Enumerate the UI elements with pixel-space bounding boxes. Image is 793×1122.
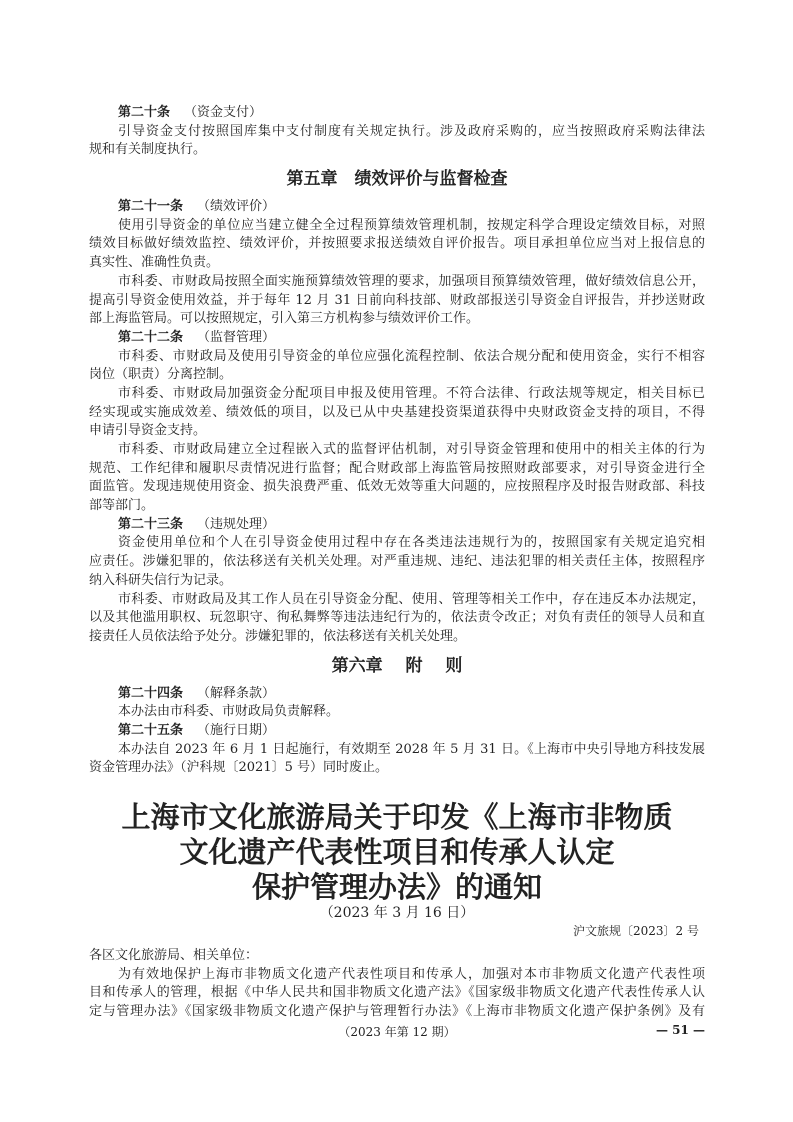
paragraph-line: 部上海监管局。可以按照规定，引入第三方机构参与绩效评价工作。: [89, 311, 480, 327]
notice-date: （2023 年 3 月 16 日）: [319, 905, 475, 921]
body-line: 为有效地保护上海市非物质文化遗产代表性项目和传承人，加强对本市非物质文化遗产代表性项: [118, 966, 705, 982]
article-number: 第二十二条: [118, 329, 184, 345]
page-body: [89, 104, 705, 1022]
paragraph-line: 面监管。发现违规使用资金、损失浪费严重、低效无效等重大问题的，应按照程序及时报告财政部、科技: [89, 479, 705, 495]
notice-title-line: 保护管理办法》的通知: [251, 870, 542, 904]
article-heading: [89, 685, 705, 704]
notice-title-line: 上海市文化旅游局关于印发《上海市非物质: [121, 800, 673, 834]
paragraph-line: 市科委、市财政局加强资金分配项目申报及使用管理。不符合法律、行政法规等规定，相关目标已: [118, 385, 705, 401]
article-topic: （资金支付）: [184, 105, 263, 120]
paragraph-line: 纳入科研失信行为记录。: [89, 572, 233, 588]
paragraph-line: 市科委、市财政局按照全面实施预算绩效管理的要求，加强项目预算绩效管理，做好绩效信息公开，: [118, 273, 705, 289]
paragraph-line: 经实现或实施成效差、绩效低的项目，以及已从中央基建投资渠道获得中央财政资金支持的项目，不得: [89, 404, 705, 420]
article-number: 第二十四条: [118, 685, 184, 701]
notice-title-line: 文化遗产代表性项目和传承人认定: [179, 835, 615, 869]
paragraph-line: 真实性、准确性负责。: [89, 255, 220, 271]
paragraph-line: 应责任。涉嫌犯罪的，依法移送有关机关处理。对严重违规、违纪、违法犯罪的相关责任主体，按照程序: [89, 554, 705, 570]
chapter-heading-6: 第六章 附 则: [331, 655, 463, 676]
paragraph-line: 规和有关制度执行。: [89, 142, 207, 158]
paragraph-line: 本办法自 2023 年 6 月 1 日起施行，有效期至 2028 年 5 月 31 日。《上海市中央引导地方科技发展: [118, 741, 705, 757]
articles-section-b: [89, 198, 705, 647]
issue-number: （2023 年第 12 期）: [338, 1025, 456, 1039]
chapter-heading-5: 第五章 绩效评价与监督检查: [286, 169, 508, 190]
article-topic: （解释条款）: [197, 685, 276, 701]
paragraph-line: 市科委、市财政局及使用引导资金的单位应强化流程控制、依法合规分配和使用资金，实行不相容: [118, 348, 705, 364]
page-number: — 51 —: [655, 1023, 705, 1037]
paragraph-line: 使用引导资金的单位应当建立健全全过程预算绩效管理机制，按规定科学合理设定绩效目标，对照: [118, 217, 705, 233]
document-number: 沪文旅规〔2023〕2 号: [573, 924, 699, 938]
body-line: 目和传承人的管理，根据《中华人民共和国非物质文化遗产法》《国家级非物质文化遗产代表性传承人认: [89, 985, 705, 1001]
article-heading: [89, 722, 705, 741]
articles-section-c: [89, 685, 705, 778]
articles-section-a: [89, 104, 705, 160]
article-heading: [89, 198, 705, 217]
paragraph-line: 岗位（职责）分离控制。: [89, 367, 233, 383]
paragraph-line: 资金使用单位和个人在引导资金使用过程中存在各类违法违规行为的，按照国家有关规定追究相: [118, 535, 705, 551]
paragraph-line: 以及其他滥用职权、玩忽职守、徇私舞弊等违法违纪行为的，依法责令改正；对负有责任的领导人员和直: [89, 610, 705, 626]
addressee: 各区文化旅游局、相关单位：: [89, 948, 259, 963]
notice-title: [89, 800, 705, 905]
paragraph-line: 市科委、市财政局建立全过程嵌入式的监督评估机制，对引导资金管理和使用中的相关主体的行为: [118, 442, 705, 457]
article-heading: [89, 329, 705, 348]
body-line: 定与管理办法》《国家级非物质文化遗产保护与管理暂行办法》《上海市非物质文化遗产保护条例》及有: [89, 1004, 705, 1020]
article-heading: [89, 104, 705, 123]
article-number: 第二十条: [118, 105, 171, 120]
paragraph-line: 本办法由市科委、市财政局负责解释。: [118, 704, 340, 720]
paragraph-line: 部等部门。: [89, 498, 155, 514]
article-topic: （违规处理）: [197, 516, 276, 532]
article-topic: （监督管理）: [197, 329, 276, 345]
page-footer: [89, 1023, 705, 1041]
article-number: 第二十三条: [118, 516, 184, 532]
paragraph-line: 市科委、市财政局及其工作人员在引导资金分配、使用、管理等相关工作中，存在违反本办法规定，: [118, 591, 705, 607]
article-number: 第二十一条: [118, 199, 184, 215]
article-topic: （绩效评价）: [197, 199, 276, 215]
paragraph-line: 绩效目标做好绩效监控、绩效评价，并按照要求报送绩效自评价报告。项目承担单位应当对上报信息的: [89, 236, 705, 252]
article-heading: [89, 516, 705, 535]
article-topic: （施行日期）: [197, 722, 276, 738]
paragraph-line: 资金管理办法》（沪科规〔2021〕5 号）同时废止。: [89, 760, 388, 776]
paragraph-line: 规范、工作纪律和履职尽责情况进行监督；配合财政部上海监管局按照财政部要求，对引导资金进行全: [89, 460, 705, 476]
paragraph-line: 提高引导资金使用效益，并于每年 12 月 31 日前向科技部、财政部报送引导资金自评报告，并抄送财政: [89, 292, 705, 308]
paragraph-line: 申请引导资金支持。: [89, 423, 207, 439]
paragraph-line: 接责任人员依法给予处分。涉嫌犯罪的，依法移送有关机关处理。: [89, 628, 467, 644]
paragraph-line: 引导资金支付按照国库集中支付制度有关规定执行。涉及政府采购的，应当按照政府采购法律法: [118, 123, 705, 139]
article-number: 第二十五条: [118, 722, 184, 738]
